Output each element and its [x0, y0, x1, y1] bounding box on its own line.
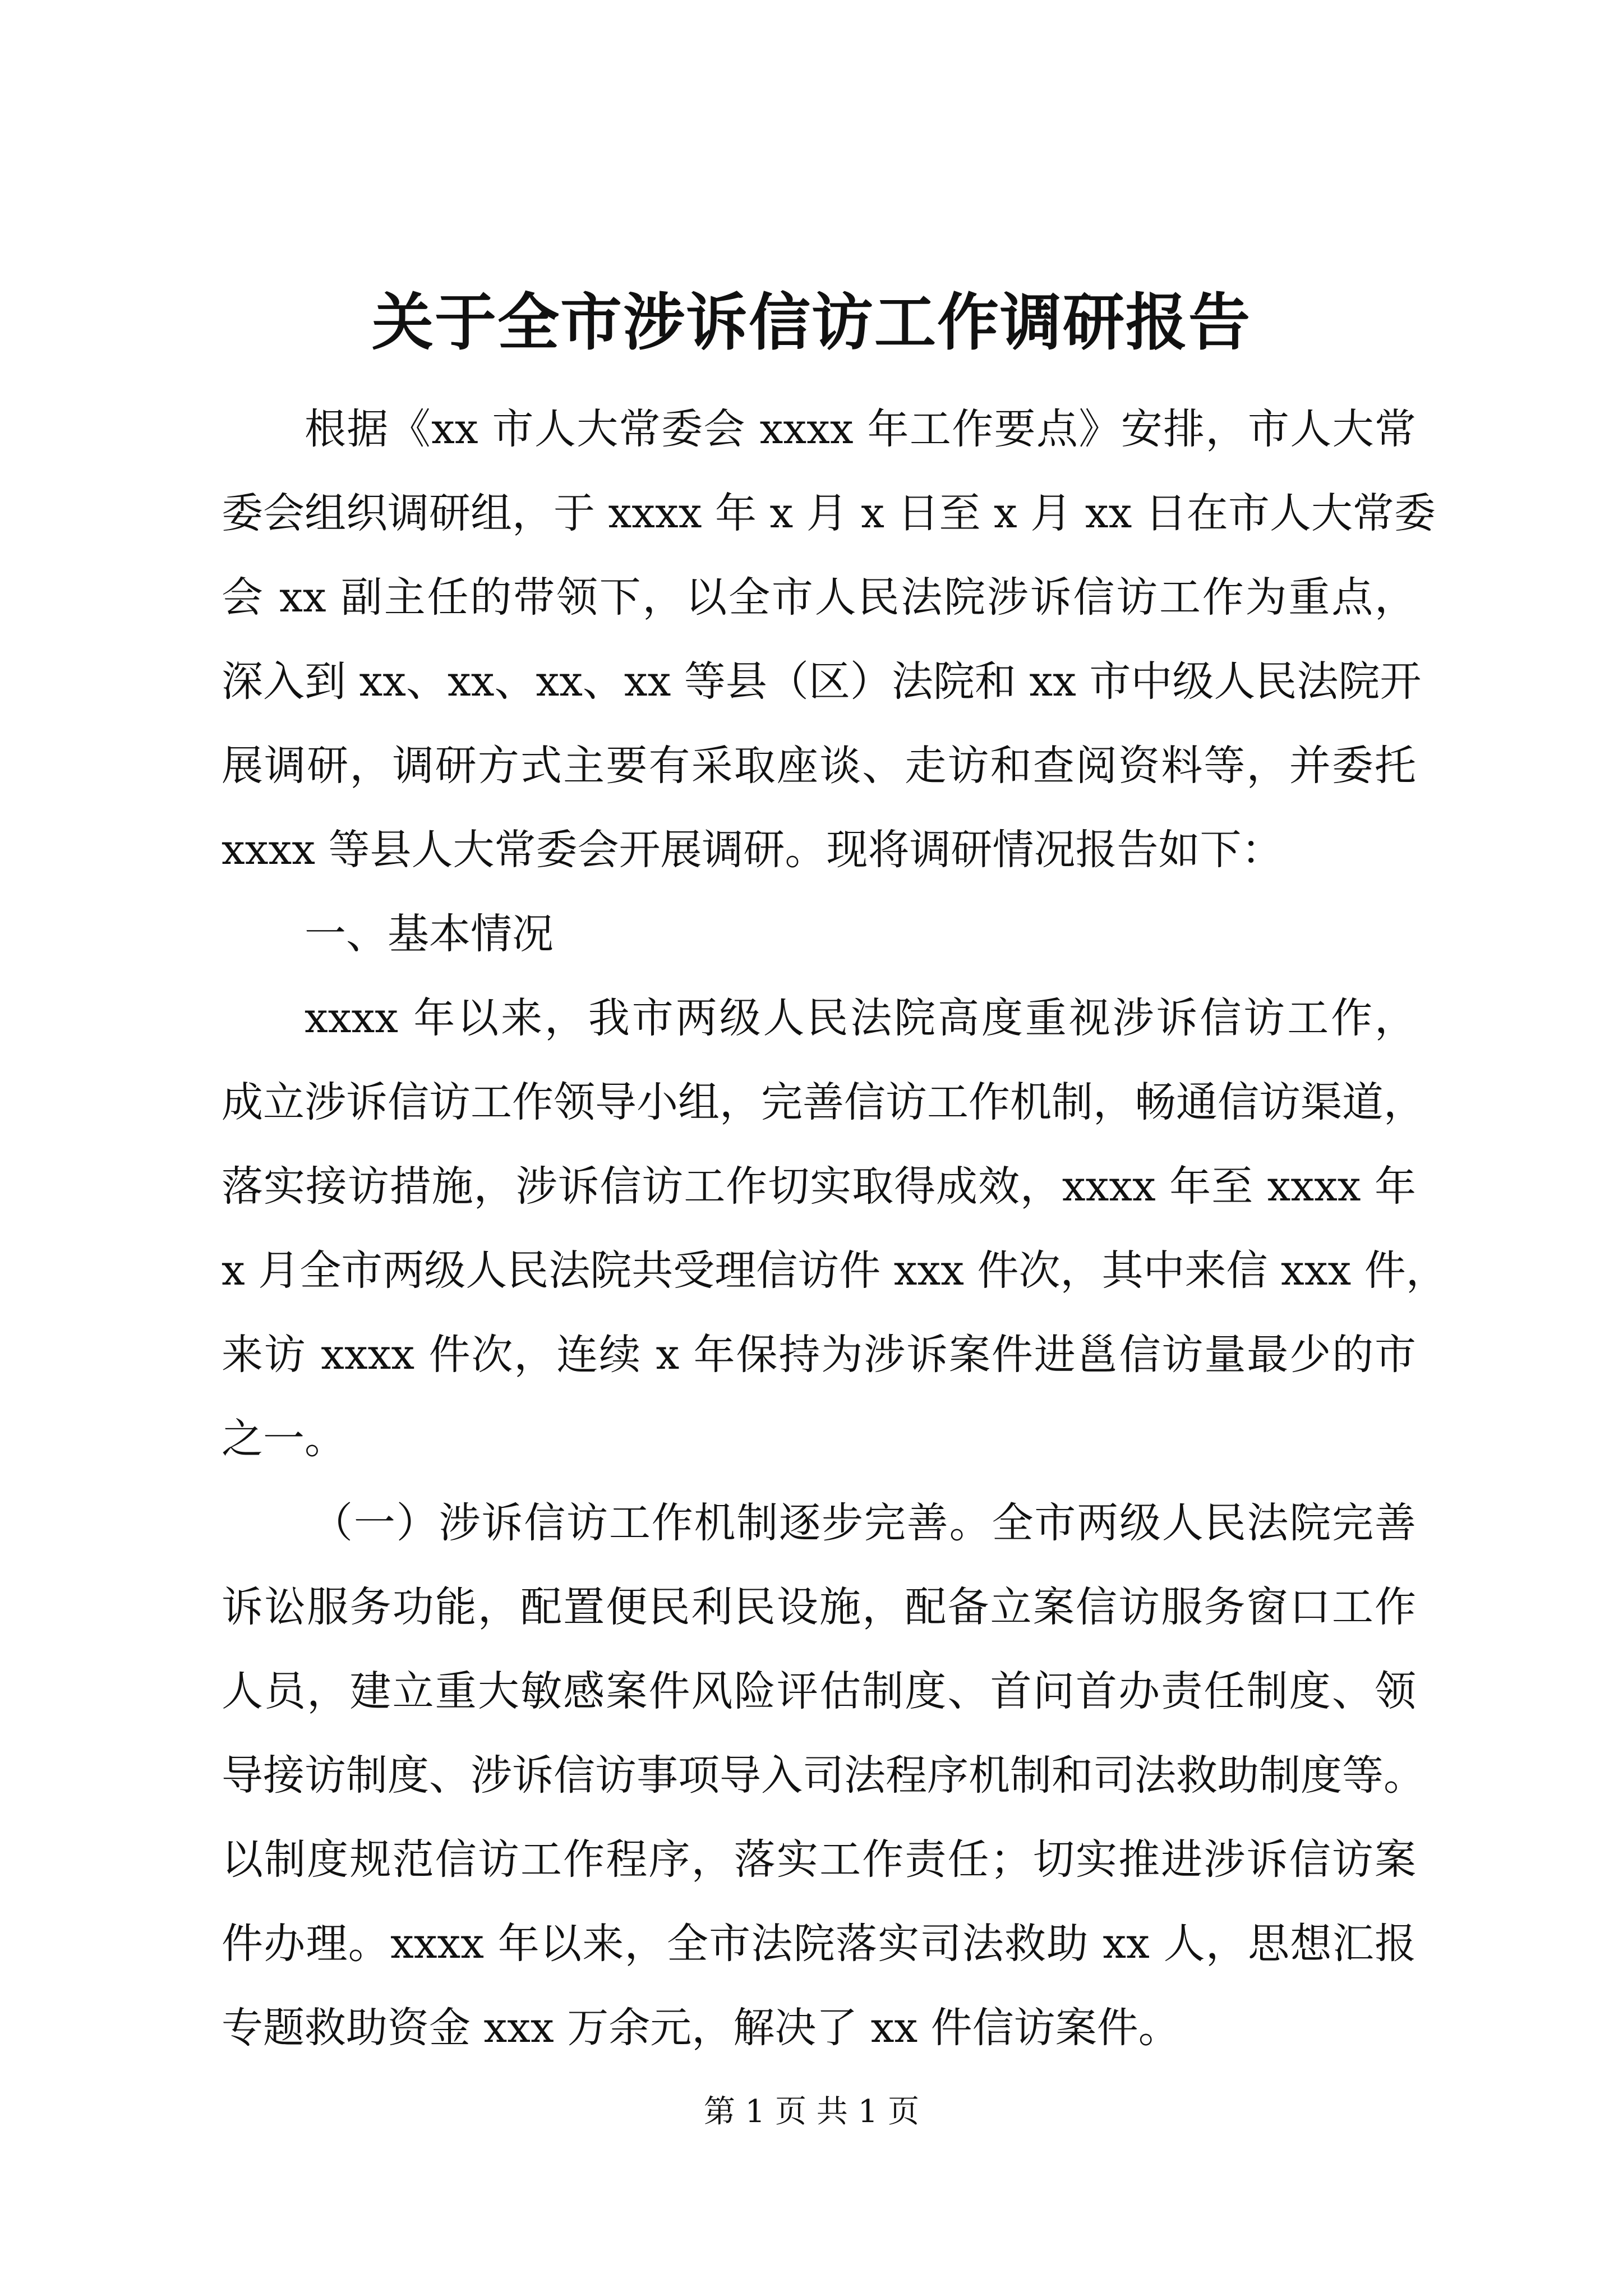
paragraph-line: 落实接访措施，涉诉信访工作切实取得成效，xxxx 年至 xxxx 年 [222, 1162, 1416, 1211]
paragraph-line: 来访 xxxx 件次，连续 x 年保持为涉诉案件进邕信访量最少的市 [222, 1331, 1416, 1379]
paragraph-line: 根据《xx 市人大常委会 xxxx 年工作要点》安排，市人大常 [305, 405, 1416, 453]
paragraph-line: 委会组织调研组，于 xxxx 年 x 月 x 日至 x 月 xx 日在市人大常委 [222, 489, 1436, 537]
paragraph-line: 成立涉诉信访工作领导小组，完善信访工作机制，畅通信访渠道， [222, 1078, 1425, 1126]
document-body [222, 387, 1447, 2070]
paragraph-line: 以制度规范信访工作程序，落实工作责任；切实推进涉诉信访案 [222, 1835, 1416, 1884]
paragraph-line: 诉讼服务功能，配置便民利民设施，配备立案信访服务窗口工作 [222, 1583, 1416, 1631]
paragraph-line: x 月全市两级人民法院共受理信访件 xxx 件次，其中来信 xxx 件， [222, 1246, 1447, 1295]
paragraph-line: 展调研，调研方式主要有采取座谈、走访和查阅资料等，并委托 [222, 742, 1416, 790]
section-heading: 一、基本情况 [305, 910, 554, 958]
paragraph-line: 之一。 [222, 1415, 346, 1463]
paragraph-line: 会 xx 副主任的带领下，以全市人民法院涉诉信访工作为重点， [222, 573, 1416, 622]
paragraph-line: xxxx 等县人大常委会开展调研。现将调研情况报告如下： [222, 826, 1283, 874]
paragraph-line: （一）涉诉信访工作机制逐步完善。全市两级人民法院完善 [311, 1499, 1416, 1547]
page-footer: 第 1 页 共 1 页 [703, 2093, 920, 2130]
paragraph-line: xxxx 年以来，我市两级人民法院高度重视涉诉信访工作， [305, 994, 1416, 1042]
paragraph-line: 深入到 xx、xx、xx、xx 等县（区）法院和 xx 市中级人民法院开 [222, 657, 1422, 706]
paragraph-line: 导接访制度、涉诉信访事项导入司法程序机制和司法救助制度等。 [222, 1751, 1425, 1800]
document-title: 关于全市涉诉信访工作调研报告 [372, 286, 1251, 358]
paragraph-line: 专题救助资金 xxx 万余元，解决了 xx 件信访案件。 [222, 2004, 1180, 2052]
paragraph-line: 件办理。xxxx 年以来，全市法院落实司法救助 xx 人，思想汇报 [222, 1920, 1416, 1968]
paragraph-line: 人员，建立重大敏感案件风险评估制度、首问首办责任制度、领 [222, 1667, 1416, 1715]
